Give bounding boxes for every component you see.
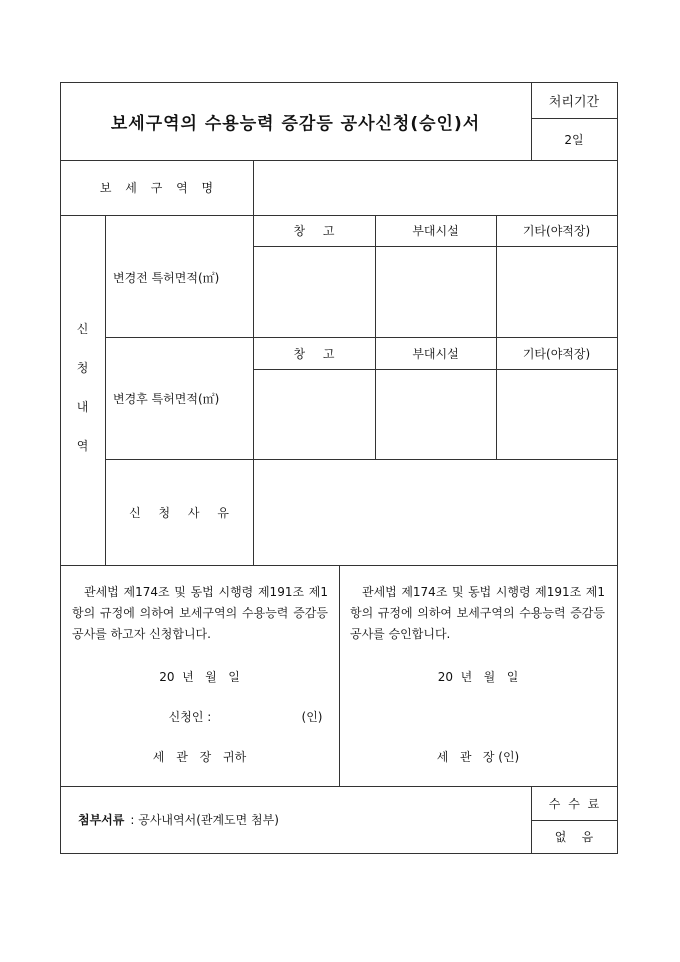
label-char: 역	[76, 439, 89, 453]
label-char: 신	[76, 322, 89, 336]
reason-field[interactable]	[254, 460, 617, 565]
processing-period-value: 2일	[564, 132, 584, 147]
processing-period-label: 처리기간	[548, 94, 600, 110]
col-other: 기타(야적장)	[522, 346, 591, 361]
attachments	[78, 786, 279, 853]
reason-label: 신 청 사 유	[129, 505, 229, 520]
after-other-field[interactable]	[497, 370, 617, 459]
border	[617, 82, 618, 854]
form-title: 보세구역의 수용능력 증감등 공사신청(승인)서	[110, 113, 481, 134]
border	[60, 853, 617, 854]
col-facilities: 부대시설	[412, 224, 459, 238]
applicant-seal: (인)	[301, 709, 323, 724]
application-statement: 관세법 제174조 및 동법 시행령 제191조 제1항의 규정에 의하여 보세구역의 수용능력 증감등 공사를 하고자 신청합니다.	[72, 585, 328, 641]
bonded-area-name-label: 보 세 구 역 명	[99, 181, 214, 195]
attachments-label: 첨부서류	[78, 813, 125, 827]
approval-date: 20 년 월 일	[437, 669, 519, 684]
fee-value: 없 음	[554, 830, 594, 844]
after-warehouse-field[interactable]	[254, 370, 375, 459]
label-char: 청	[76, 361, 89, 375]
approval-signer: 세 관 장 (인)	[436, 749, 520, 764]
application-date: 20 년 월 일	[159, 669, 240, 684]
applicant-label: 신청인 :	[168, 709, 212, 724]
col-other: 기타(야적장)	[522, 224, 591, 238]
approval-statement: 관세법 제174조 및 동법 시행령 제191조 제1항의 규정에 의하여 보세구역의 수용능력 증감등 공사를 승인합니다.	[350, 585, 605, 641]
after-area-label: 변경후 특허면적(㎡)	[113, 391, 220, 406]
before-other-field[interactable]	[497, 247, 617, 337]
fee-label: 수 수 료	[548, 796, 600, 811]
label-char: 내	[76, 400, 89, 414]
before-area-label: 변경전 특허면적(㎡)	[113, 270, 220, 285]
col-warehouse: 창 고	[293, 224, 335, 238]
addressee: 세 관 장 귀하	[152, 749, 247, 764]
bonded-area-name-field[interactable]	[254, 161, 617, 215]
after-facilities-field[interactable]	[376, 370, 496, 459]
application-details-label	[60, 320, 105, 454]
col-warehouse: 창 고	[293, 346, 335, 361]
attachments-text: : 공사내역서(관계도면 첨부)	[130, 813, 279, 827]
before-warehouse-field[interactable]	[254, 247, 375, 337]
col-facilities: 부대시설	[412, 346, 459, 361]
before-facilities-field[interactable]	[376, 247, 496, 337]
